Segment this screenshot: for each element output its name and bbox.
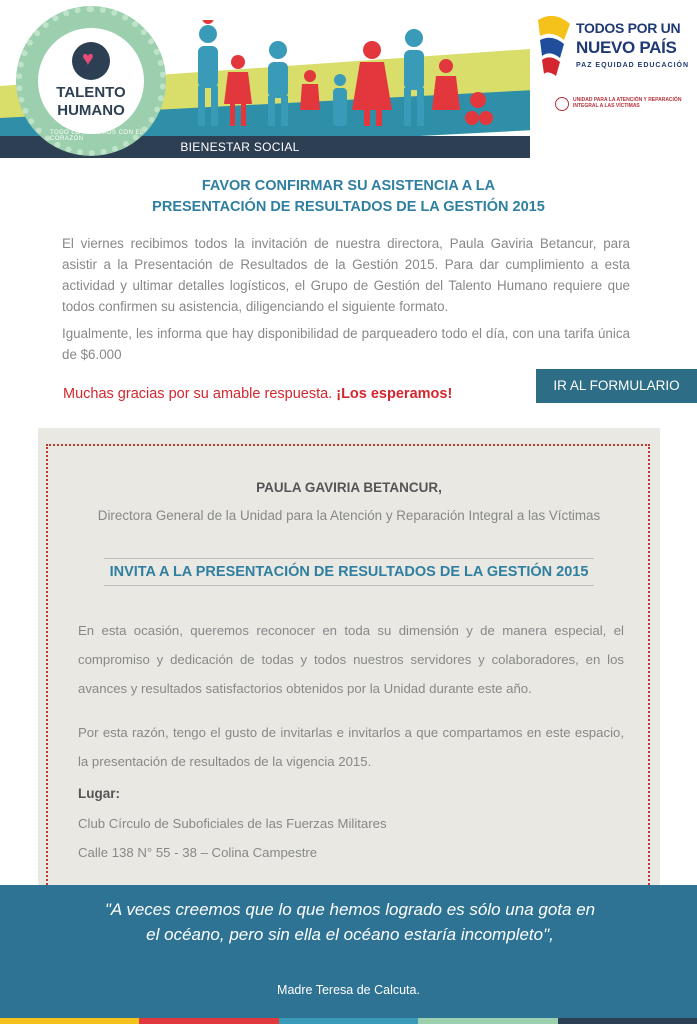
seal-icon bbox=[555, 97, 569, 111]
main-title-line1: FAVOR CONFIRMAR SU ASISTENCIA A LA bbox=[201, 178, 496, 194]
unidad-logo bbox=[555, 95, 695, 119]
invitation-subtitle: INVITA A LA PRESENTACIÓN DE RESULTADOS DE LA GESTIÓN 2015 bbox=[104, 558, 594, 586]
lugar-line-1: Club Círculo de Suboficiales de las Fuerzas Militares bbox=[78, 816, 387, 831]
invitation-body bbox=[78, 616, 624, 791]
unidad-text: UNIDAD PARA LA ATENCIÓN Y REPARACIÓN INTEGRAL A LAS VÍCTIMAS bbox=[573, 97, 682, 109]
director-name: PAULA GAVIRIA BETANCUR, bbox=[256, 480, 442, 495]
invitation-paragraph-2: Por esta razón, tengo el gusto de invitarlas e invitarlos a que compartamos en este espacio, la presentación de resultados de la vigencia 2015. bbox=[78, 725, 624, 769]
gov-logo bbox=[530, 10, 690, 90]
badge-line2: HUMANO bbox=[57, 102, 125, 119]
badge-line1: TALENTO bbox=[56, 84, 126, 101]
quote-box bbox=[0, 885, 697, 1018]
main-title-line2: PRESENTACIÓN DE RESULTADOS DE LA GESTIÓN 2015 bbox=[152, 199, 545, 215]
talento-humano-logo bbox=[16, 6, 166, 156]
main-title bbox=[0, 176, 697, 218]
intro-paragraph-2: Igualmente, les informa que hay disponibilidad de parqueadero todo el día, con una tarifa única de $6.000 bbox=[62, 326, 630, 362]
email-header bbox=[0, 0, 697, 158]
lugar-label: Lugar: bbox=[78, 786, 120, 801]
director-role: Directora General de la Unidad para la Atención y Reparación Integral a las Víctimas bbox=[97, 508, 601, 523]
gov-line1: TODOS POR UN bbox=[576, 20, 681, 36]
section-label: BIENESTAR SOCIAL bbox=[180, 140, 300, 154]
heart-icon bbox=[72, 42, 110, 80]
quote-text: "A veces creemos que lo que hemos logrado es sólo una gota en el océano, pero sin ella el océano estaría incompleto", bbox=[104, 900, 596, 944]
invitation-card bbox=[38, 428, 660, 898]
badge-arc-text: TODO LO HACEMOS CON EL CORAZÓN bbox=[50, 130, 144, 142]
flag-swoosh-icon bbox=[534, 10, 574, 80]
thanks-message bbox=[63, 386, 452, 402]
gov-line2: NUEVO PAÍS bbox=[576, 38, 677, 57]
thanks-bold: ¡Los esperamos! bbox=[336, 386, 453, 402]
intro-text bbox=[62, 233, 630, 371]
bottom-color-stripe bbox=[0, 1018, 697, 1024]
family-illustration bbox=[186, 20, 496, 130]
lugar-line-2: Calle 138 N° 55 - 38 – Colina Campestre bbox=[78, 845, 318, 860]
quote-author: Madre Teresa de Calcuta. bbox=[277, 983, 420, 997]
gov-line3: PAZ EQUIDAD EDUCACIÓN bbox=[576, 62, 690, 69]
intro-paragraph-1: El viernes recibimos todos la invitación de nuestra directora, Paula Gaviria Betancur, para asistir a la Presentación de Resultados de la Gestión 2015. Para dar cumplimiento a esta actividad y ultimar detalles logísticos, el Grupo de Gestión del Talento Humano requiere que todos confirmen su asistencia, diligenciando el siguiente formato. bbox=[62, 236, 630, 314]
form-button[interactable]: IR AL FORMULARIO bbox=[536, 369, 697, 403]
thanks-text: Muchas gracias por su amable respuesta. bbox=[63, 386, 333, 402]
invitation-paragraph-1: En esta ocasión, queremos reconocer en toda su dimensión y de manera especial, el compromiso y dedicación de todas y todos nuestros servidores y colaboradores, en los avances y resultados satisfactorios obtenidos por la Unidad durante este año. bbox=[78, 623, 624, 696]
